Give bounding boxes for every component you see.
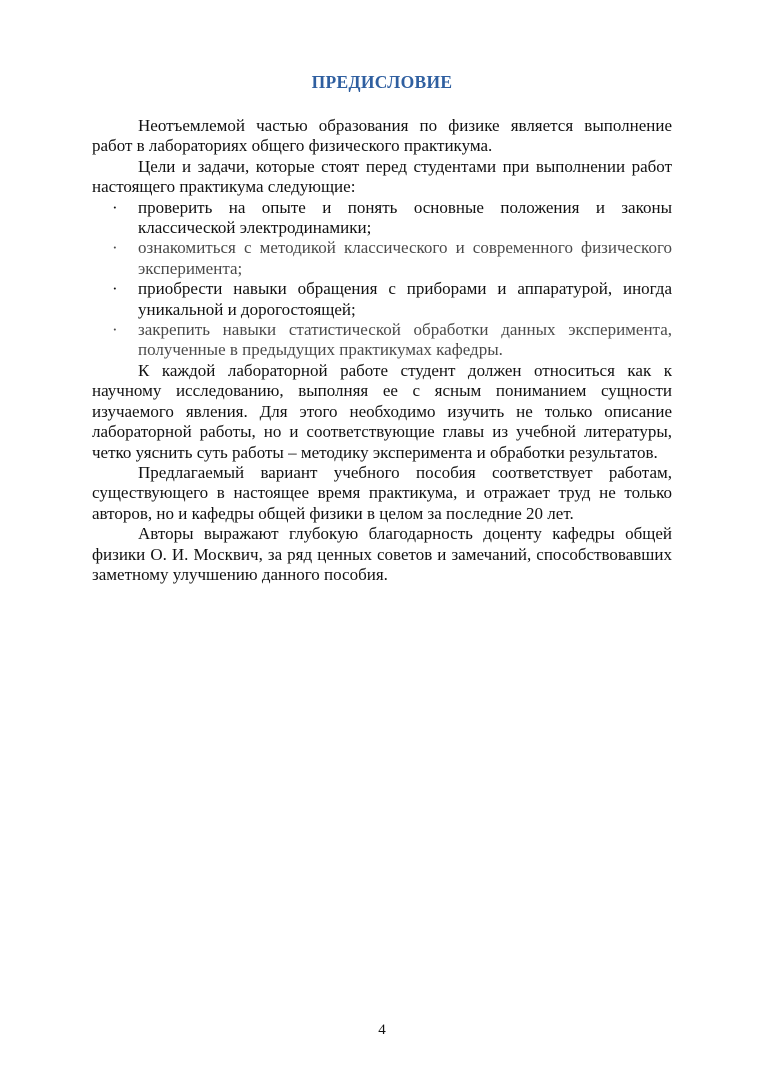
paragraph-main-3: Авторы выражают глубокую благодарность доценту кафедры общей физики О. И. Москвич, за ряд ценных советов и замечаний, способствовавших заметному улучшению данного пособия. (92, 524, 672, 584)
list-item (92, 198, 672, 239)
document-body (92, 116, 672, 585)
paragraph-intro-1: Неотъемлемой частью образования по физике является выполнение работ в лабораториях общего физического практикума. (92, 116, 672, 156)
paragraph-main-1: К каждой лабораторной работе студент должен относиться как к научному исследованию, выполняя ее с ясным пониманием сущности изучаемого явления. Для этого необходимо изучить не только описание лабораторной работы, но и соответствующие главы из учебной литературы, четко уяснить суть работы – методику эксперимента и обработки результатов. (92, 360, 672, 462)
paragraph-intro-2: Цели и задачи, которые стоят перед студентами при выполнении работ настоящего практикума следующие: (92, 156, 672, 197)
goals-list (92, 198, 672, 361)
bullet-icon: · (112, 279, 118, 299)
bullet-icon: · (112, 238, 118, 258)
list-item (92, 320, 672, 361)
paragraph-main-2: Предлагаемый вариант учебного пособия соответствует работам, существующего в настоящее время практикума, и отражает труд не только авторов, но и кафедры общей физики в целом за последние 20 лет. (92, 462, 672, 523)
list-item (92, 238, 672, 279)
goal-text: закрепить навыки статистической обработки данных эксперимента, полученные в предыдущих практикумах кафедры. (138, 320, 672, 360)
list-item (92, 279, 672, 320)
page-number: 4 (378, 1022, 386, 1038)
goal-text: приобрести навыки обращения с приборами и аппаратурой, иногда уникальной и дорогостоящей; (138, 279, 672, 319)
page-title: ПРЕДИСЛОВИЕ (311, 72, 453, 92)
goal-text: ознакомиться с методикой классического и современного физического эксперимента; (138, 238, 672, 278)
goal-text: проверить на опыте и понять основные положения и законы классической электродинамики; (138, 197, 672, 238)
bullet-icon: · (112, 320, 118, 340)
bullet-icon: · (112, 197, 118, 217)
